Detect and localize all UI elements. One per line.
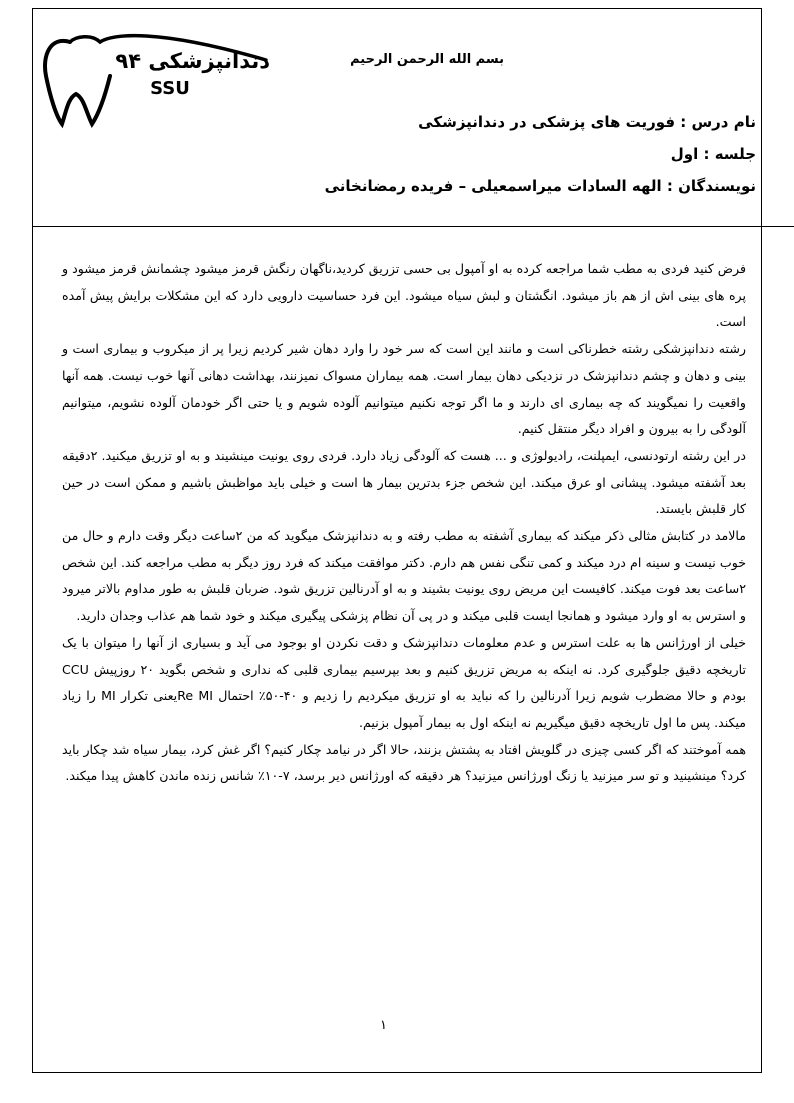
paragraph: همه آموختند که اگر کسی چیزی در گلویش افتاد به پشتش بزنند، حالا اگر در نیامد چکار کنیم؟ اگر غش کرد، بیمار سیاه شد چکار باید کرد؟ مینشینید و تو سر میزنید یا زنگ اورژانس میزنید؟ هر دقیقه که اورژانس دیر برسد، ۷-۱۰٪ شانس زنده ماندن کاهش پیدا میکند. [62,741,746,784]
paragraph: مالامد در کتابش مثالی ذکر میکند که بیماری آشفته به مطب رفته و به دندانپزشک میگوید که من ۲ساعت دیگر وقت دارم و حال من خوب نیست و سینه ام درد میکند و کمی تنگی نفس هم دارم. دکتر موافقت میکند که فرد روز دیگر به مطب مراجعه کند. این شخص ۲ساعت بعد فوت میکند. کافیست این مریض روی یونیت بشیند و به او آدرنالین تزریق شود. ضربان قلبش به طور مداوم بالاتر میرود و استرس به او وارد میشود و همانجا ایست قلبی میکند و در پی آن نظام پزشکی پیگیری میکند و خود شما هم عذاب وجدان دارید. [62,528,746,624]
logo-text: دندانپزشکی ۹۴ [115,49,270,73]
paragraph: رشته دندانپزشکی رشته خطرناکی است و مانند این است که سر خود را وارد دهان شیر کردیم زیرا پر از میکروب و بیماری است و بینی و دهان و چشم دندانپزشک در نزدیکی دهان بیمار است. همه بیماران مسواک نمیزنند، بهداشت دهانی آنها خوب نیست. همه آنها واقعیت را نمیگویند که چه بیماری ای دارند و ما اگر توجه نکنیم میتوانیم آلوده شویم و یا حتی اگر خودمان آلوده نشویم، میتوانیم آلودگی را به بیرون و افراد دیگر منتقل کنیم. [62,341,746,437]
header-divider [32,226,794,227]
page-number: ۱ [380,1018,387,1033]
authors-label: نویسندگان : الهه السادات میراسمعیلی – فریده رمضانخانی [324,177,756,195]
paragraph: در این رشته ارتودنسی، ایمپلنت، رادیولوژی و ... هست که آلودگی زیاد دارد. فردی روی یونیت مینشیند و به او تزریق میکنید. ۲دقیقه بعد آشفته میشود. پیشانی او عرق میکند. این شخص جزء بدترین بیمار ها است و خیلی باید مواظبش باشیم و ممکن است در حین کار قلبش بایستد. [62,447,746,517]
session-label: جلسه : اول [670,145,756,163]
logo [36,12,276,132]
logo-mark: SSU [150,78,190,99]
paragraph: خیلی از اورژانس ها به علت استرس و عدم معلومات دندانپزشک و دقت نکردن او بوجود می آید و بسیاری از آنها را میتوان با یک تاریخچه دقیق جلوگیری کرد. نه اینکه به مریض تزریق کنیم و بعد بپرسیم بیماری قلبی که نداری و شخص بگوید ۲۰ روزپیش CCU بودم و حالا مضطرب شویم زیرا آدرنالین را که نباید به او تزریق میکردیم را زدیم و ۴۰-۵۰٪ احتمال Re MIیعنی تکرار MI را زیاد میکند. پس ما اول تاریخچه دقیق میگیریم نه اینکه اول به بیمار آمپول بزنیم. [62,634,747,730]
basmala: بسم الله الرحمن الرحیم [350,52,504,67]
lecture-header [325,106,756,202]
paragraph: فرض کنید فردی به مطب شما مراجعه کرده به او آمپول بی حسی تزریق کردید،ناگهان رنگش قرمز میشود چشمانش قرمز میشود و پره های بینی اش از هم باز میشود. انگشتان و لبش سیاه میشود. این فرد حساسیت دارویی دارد که این مشکلات برایش پیش آمده است. [62,261,746,330]
course-title: نام درس : فوریت های پزشکی در دندانپزشکی [418,113,756,131]
lecture-body [62,256,746,790]
